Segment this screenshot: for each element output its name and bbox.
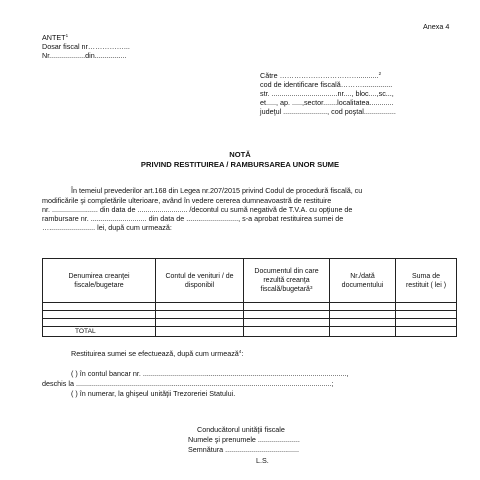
payment-intro: Restituirea sumei se efectuează, după cum urmează$^4$:	[71, 349, 244, 358]
antet-label: ANTET$^1$	[42, 33, 69, 42]
document-title: NOTĂ	[229, 150, 251, 159]
deschis-la-line: deschis la ................................................................................................................................;	[42, 379, 334, 388]
signature-line: Semnătura .....................................	[188, 445, 300, 454]
table-header-cont: Contul de venituri / de disponibil	[156, 259, 244, 303]
total-label: TOTAL	[43, 327, 156, 337]
table-header-nr-data: Nr./dată documentului	[330, 259, 396, 303]
table-row	[43, 311, 457, 319]
body-line-5: …....................... lei, după cum urmează:	[42, 223, 172, 232]
table-header-suma: Suma de restituit ( lei )	[396, 259, 457, 303]
fiscal-unit-leader: Conducătorul unităţii fiscale	[197, 425, 285, 434]
table-row	[43, 303, 457, 311]
table-row	[43, 319, 457, 327]
cod-fiscal-line: cod de identificare fiscală………...............	[260, 80, 393, 89]
table-header-document: Documentul din care rezultă creanţa fiscală/bugetară$^3$	[244, 259, 330, 303]
name-line: Numele şi prenumele .....................	[188, 435, 300, 444]
body-line-1: În temeiul prevederilor art.168 din Legea nr.207/2015 privind Codul de procedură fiscală, cu	[71, 186, 363, 195]
annex-label: Anexa 4	[423, 22, 450, 31]
ls-mark: L.S.	[256, 456, 269, 465]
nr-din-line: Nr..................din................	[42, 51, 127, 60]
catre-line: Către ……………………………..........$^2$	[260, 71, 382, 80]
body-line-3: nr. ....................... din data de ......................... /decontul cu sumă negativă de T.V.A. cu opţiune de	[42, 205, 353, 214]
body-line-2: modificările şi completările ulterioare, având în vedere cererea dumneavoastră de restituire	[42, 196, 332, 205]
bank-account-line: ( ) în contul bancar nr. ......................................................................................................,	[71, 369, 349, 378]
body-line-4: rambursare nr. ............................ din data de .........................., s-a aprobat restituirea sumei de	[42, 214, 344, 223]
cash-line: ( ) în numerar, la ghişeul unităţii Trezoreriei Statului.	[71, 389, 236, 398]
table-total-row	[43, 327, 457, 337]
document-subtitle: PRIVIND RESTITUIREA / RAMBURSAREA UNOR SUME	[140, 160, 340, 169]
dosar-fiscal-line: Dosar fiscal nr……………...	[42, 42, 130, 51]
restitution-table	[42, 258, 457, 337]
street-line: str. .................................nr...., bloc....,sc...,	[260, 89, 394, 98]
etaj-line: et....., ap. .....,sector.......localitatea............	[260, 98, 394, 107]
judet-line: judeţul ......................, cod poştal................	[260, 107, 396, 116]
table-header-creanta: Denumirea creanţei fiscale/bugetare	[43, 259, 156, 303]
